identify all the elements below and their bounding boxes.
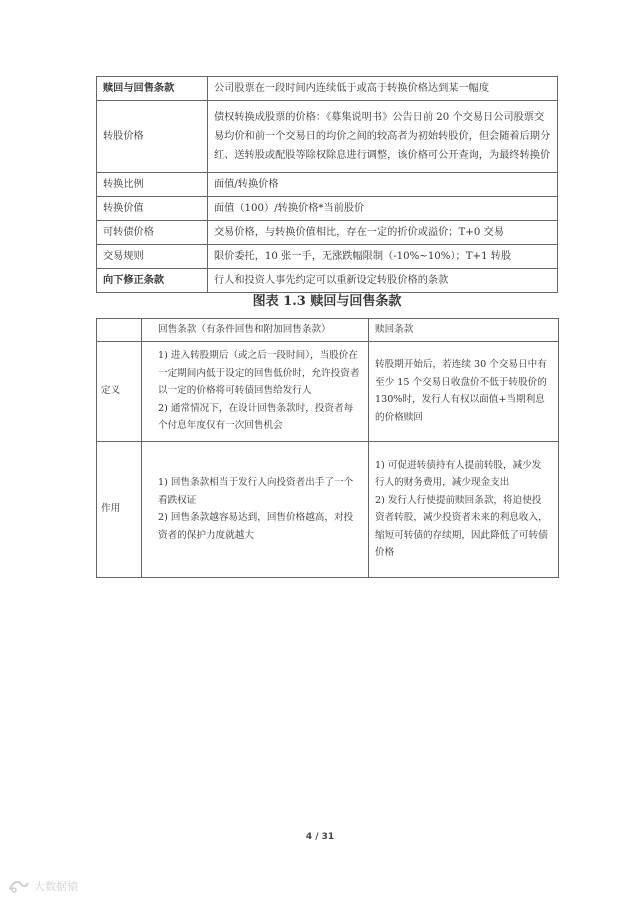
put-item: 1) 回售条款相当于发行人向投资者出手了一个看跌权证 <box>158 477 354 506</box>
table-header-row <box>97 319 559 342</box>
put-item: 1) 进入转股期后（或之后一段时间），当股价在一定期间内低于设定的回售低价时，允许投资者以一定的价格将可转债回售给发行人 <box>158 350 360 397</box>
call-cell <box>369 441 559 577</box>
call-cell <box>369 341 559 441</box>
table-row <box>97 173 558 197</box>
table-row <box>97 269 558 293</box>
row-key: 赎回与回售条款 <box>97 77 208 101</box>
put-item: 2) 回售条款越容易达到，回售价格越高，对投资者的保护力度就越大 <box>158 512 354 541</box>
row-label: 作用 <box>97 441 142 577</box>
row-key: 转股价格 <box>97 101 208 173</box>
row-value: 行人和投资人事先约定可以重新设定转股价格的条款 <box>208 269 558 293</box>
bond-terms-table <box>96 76 558 293</box>
table-row <box>97 341 559 441</box>
row-value: 交易价格，与转换价值相比，存在一定的折价或溢价；T+0 交易 <box>208 221 558 245</box>
row-key: 转换价值 <box>97 197 208 221</box>
row-key: 可转债价格 <box>97 221 208 245</box>
put-cell <box>142 441 369 577</box>
row-label: 定义 <box>97 341 142 441</box>
call-item: 2) 发行人行使提前赎回条款，将迫使投资者转股，减少投资者未来的利息收入，缩短可转债的存续期，因此降低了可转债价格 <box>375 494 548 558</box>
put-call-table <box>96 318 559 578</box>
header-cell-empty <box>97 319 142 342</box>
row-key: 转换比例 <box>97 173 208 197</box>
table-row <box>97 245 558 269</box>
row-value: 债权转换成股票的价格：《募集说明书》公告日前 20 个交易日公司股票交易均价和前一个交易日的均价之间的较高者为初始转股价，但会随着后期分红、送转股或配股等除权除息进行调整，该价格可公开查询，为最终转换价 <box>208 101 558 173</box>
row-value: 面值（100）/转换价格*当前股价 <box>208 197 558 221</box>
row-value: 面值/转换价格 <box>208 173 558 197</box>
put-cell <box>142 341 369 441</box>
row-key: 交易规则 <box>97 245 208 269</box>
watermark-logo-icon <box>8 878 30 894</box>
put-item: 2) 通常情况下，在设计回售条款时，投资者每个付息年度仅有一次回售机会 <box>158 402 354 432</box>
call-item: 转股期开始后，若连续 30 个交易日中有至少 15 个交易日收盘价不低于转股价的 130%时，发行人有权以面值+当期利息的价格赎回 <box>375 359 547 423</box>
header-cell-call: 赎回条款 <box>369 319 559 342</box>
page-number: 4 / 31 <box>305 832 335 842</box>
table-row <box>97 77 558 101</box>
table-caption: 图表 1.3 赎回与回售条款 <box>252 294 402 309</box>
watermark-text: 大数据猿 <box>34 880 78 893</box>
table-row <box>97 197 558 221</box>
table-row <box>97 101 558 173</box>
row-key: 向下修正条款 <box>97 269 208 293</box>
watermark <box>8 878 78 894</box>
call-item: 1) 可促进转债持有人提前转股，减少发行人的财务费用，减少现金支出 <box>375 459 542 488</box>
table-row <box>97 221 558 245</box>
row-value: 限价委托，10 张一手，无涨跌幅限制（-10%~10%）；T+1 转股 <box>208 245 558 269</box>
header-cell-put: 回售条款（有条件回售和附加回售条款） <box>142 319 369 342</box>
row-value: 公司股票在一段时间内连续低于或高于转换价格达到某一幅度 <box>208 77 558 101</box>
table-row <box>97 441 559 577</box>
